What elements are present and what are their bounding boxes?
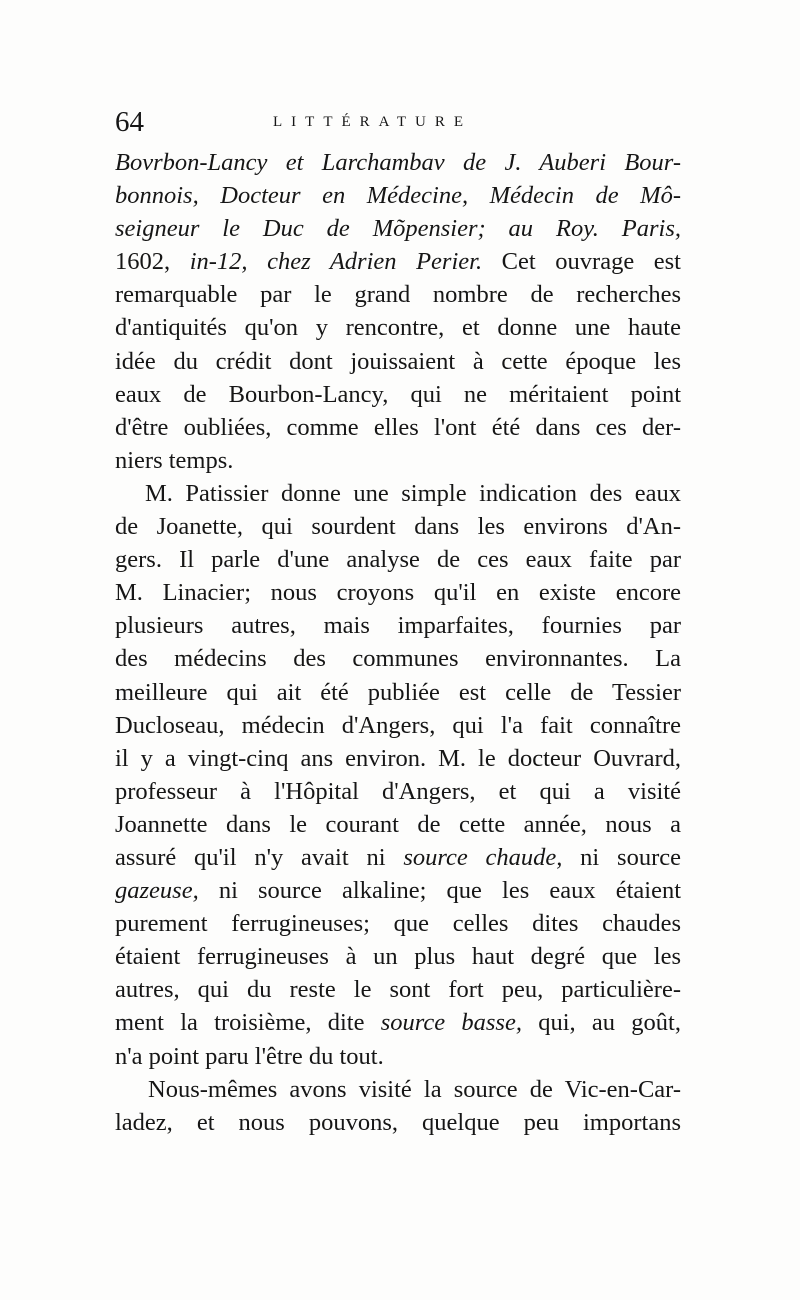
text-line: 1602, in-12, chez Adrien Perier. Cet ouvrage est — [115, 248, 681, 276]
text-line: M. Linacier; nous croyons qu'il en existe encore — [115, 579, 681, 607]
text-line: remarquable par le grand nombre de recherches — [115, 281, 681, 309]
text-line: professeur à l'Hôpital d'Angers, et qui a visité — [115, 777, 681, 805]
running-head: LITTÉRATURE — [273, 114, 472, 130]
text-line: des médecins des communes environnantes. La — [115, 645, 681, 673]
text-line: eaux de Bourbon-Lancy, qui ne méritaient point — [115, 380, 681, 408]
text-line: Nous-mêmes avons visité la source de Vic-en-Car- — [148, 1075, 681, 1103]
text-line: ment la troisième, dite source basse, qui, au goût, — [115, 1009, 681, 1037]
text-line: Bovrbon-Lancy et Larchambav de J. Auberi Bour- — [115, 149, 681, 176]
text-line: autres, qui du reste le sont fort peu, particulière- — [115, 976, 681, 1004]
text-line: seigneur le Duc de Mõpensier; au Roy. Paris, — [115, 215, 681, 243]
text-line: niers temps. — [115, 446, 234, 474]
text-line: d'antiquités qu'on y rencontre, et donne une haute — [115, 314, 681, 342]
text-line: gazeuse, ni source alkaline; que les eaux étaient — [115, 877, 681, 905]
text-line: ladez, et nous pouvons, quelque peu importans — [115, 1108, 681, 1136]
body-text — [115, 146, 681, 1139]
text-line: assuré qu'il n'y avait ni source chaude, ni source — [115, 843, 681, 871]
text-line: M. Patissier donne une simple indication des eaux — [145, 479, 681, 507]
text-line: n'a point paru l'être du tout. — [115, 1042, 384, 1070]
text-line: d'être oubliées, comme elles l'ont été dans ces der- — [115, 413, 681, 441]
text-line: il y a vingt-cinq ans environ. M. le docteur Ouvrard, — [115, 744, 681, 772]
text-line: idée du crédit dont jouissaient à cette époque les — [115, 347, 681, 375]
text-line: Joannette dans le courant de cette année, nous a — [115, 810, 681, 838]
text-line: Ducloseau, médecin d'Angers, qui l'a fait connaître — [115, 711, 681, 739]
text-line: gers. Il parle d'une analyse de ces eaux faite par — [115, 546, 681, 574]
text-line: étaient ferrugineuses à un plus haut degré que les — [115, 943, 681, 971]
text-line: plusieurs autres, mais imparfaites, fournies par — [115, 612, 681, 640]
text-line: meilleure qui ait été publiée est celle de Tessier — [115, 678, 681, 706]
text-line: bonnois, Docteur en Médecine, Médecin de Mô- — [115, 182, 681, 210]
page-number: 64 — [115, 106, 144, 138]
text-line: de Joanette, qui sourdent dans les environs d'An- — [115, 513, 681, 541]
page-header — [115, 102, 685, 142]
text-line: purement ferrugineuses; que celles dites chaudes — [115, 910, 681, 938]
